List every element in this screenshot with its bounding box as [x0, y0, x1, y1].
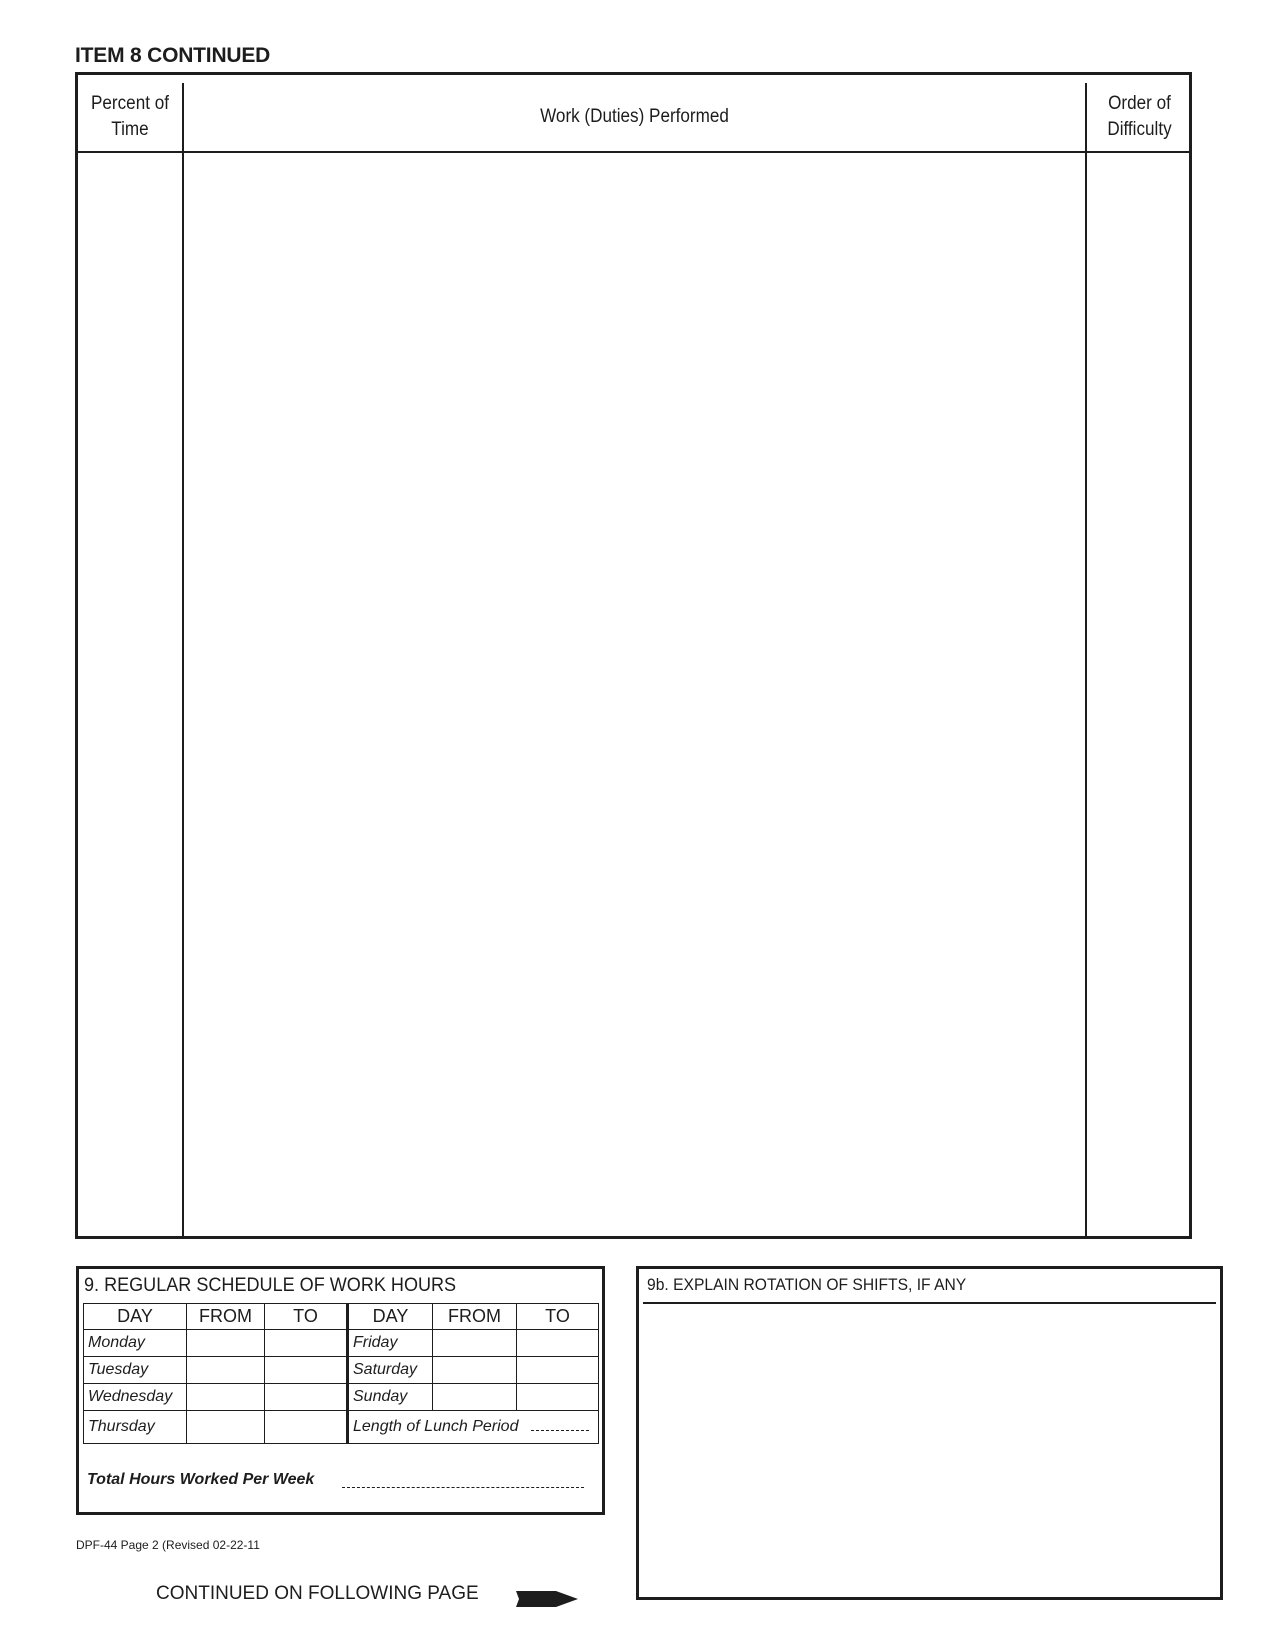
order-header-line2: Difficulty — [1107, 119, 1172, 140]
form-id: DPF-44 Page 2 (Revised 02-22-11 — [76, 1538, 260, 1552]
percent-of-time-field[interactable] — [78, 154, 182, 1236]
wednesday-to-field[interactable] — [265, 1384, 348, 1411]
day-label-thursday: Thursday — [84, 1411, 187, 1444]
rotation-title: 9b. EXPLAIN ROTATION OF SHIFTS, IF ANY — [647, 1275, 967, 1294]
continued-note: CONTINUED ON FOLLOWING PAGE — [156, 1583, 479, 1604]
work-performed-header — [229, 85, 1040, 149]
percent-of-time-header — [83, 85, 177, 149]
to-column-header: TO — [517, 1304, 599, 1330]
thursday-from-field[interactable] — [187, 1411, 265, 1444]
lunch-period-field[interactable] — [531, 1430, 589, 1431]
work-header-label: Work (Duties) Performed — [540, 106, 729, 127]
monday-to-field[interactable] — [265, 1330, 348, 1357]
lunch-period-cell — [348, 1411, 599, 1444]
arrow-right-icon — [516, 1588, 580, 1610]
day-label-tuesday: Tuesday — [84, 1357, 187, 1384]
saturday-to-field[interactable] — [517, 1357, 599, 1384]
friday-from-field[interactable] — [433, 1330, 517, 1357]
percent-header-line1: Percent of — [91, 93, 169, 114]
wednesday-from-field[interactable] — [187, 1384, 265, 1411]
day-column-header: DAY — [348, 1304, 433, 1330]
item8-duties-table — [75, 72, 1192, 1239]
thursday-to-field[interactable] — [265, 1411, 348, 1444]
total-hours-field[interactable] — [342, 1487, 584, 1488]
saturday-from-field[interactable] — [433, 1357, 517, 1384]
shift-rotation-section — [636, 1266, 1223, 1600]
day-label-friday: Friday — [348, 1330, 433, 1357]
item8-title: ITEM 8 CONTINUED — [75, 44, 271, 67]
to-column-header: TO — [265, 1304, 348, 1330]
schedule-table — [83, 1303, 599, 1444]
day-column-header: DAY — [84, 1304, 187, 1330]
day-label-monday: Monday — [84, 1330, 187, 1357]
header-divider — [78, 151, 1189, 153]
monday-from-field[interactable] — [187, 1330, 265, 1357]
order-of-difficulty-header — [1092, 85, 1187, 149]
rotation-divider — [643, 1302, 1216, 1304]
schedule-title: 9. REGULAR SCHEDULE OF WORK HOURS — [84, 1275, 457, 1296]
day-label-wednesday: Wednesday — [84, 1384, 187, 1411]
order-of-difficulty-field[interactable] — [1087, 154, 1192, 1236]
tuesday-from-field[interactable] — [187, 1357, 265, 1384]
sunday-to-field[interactable] — [517, 1384, 599, 1411]
from-column-header: FROM — [187, 1304, 265, 1330]
percent-header-line2: Time — [111, 119, 149, 140]
work-schedule-section — [76, 1266, 605, 1515]
rotation-explanation-field[interactable] — [643, 1305, 1216, 1593]
day-label-sunday: Sunday — [348, 1384, 433, 1411]
tuesday-to-field[interactable] — [265, 1357, 348, 1384]
total-hours-label: Total Hours Worked Per Week — [87, 1471, 315, 1488]
sunday-from-field[interactable] — [433, 1384, 517, 1411]
lunch-period-label: Length of Lunch Period — [353, 1418, 519, 1435]
friday-to-field[interactable] — [517, 1330, 599, 1357]
from-column-header: FROM — [433, 1304, 517, 1330]
total-hours-row — [79, 1451, 602, 1512]
work-performed-field[interactable] — [184, 154, 1085, 1236]
order-header-line1: Order of — [1108, 93, 1171, 114]
day-label-saturday: Saturday — [348, 1357, 433, 1384]
